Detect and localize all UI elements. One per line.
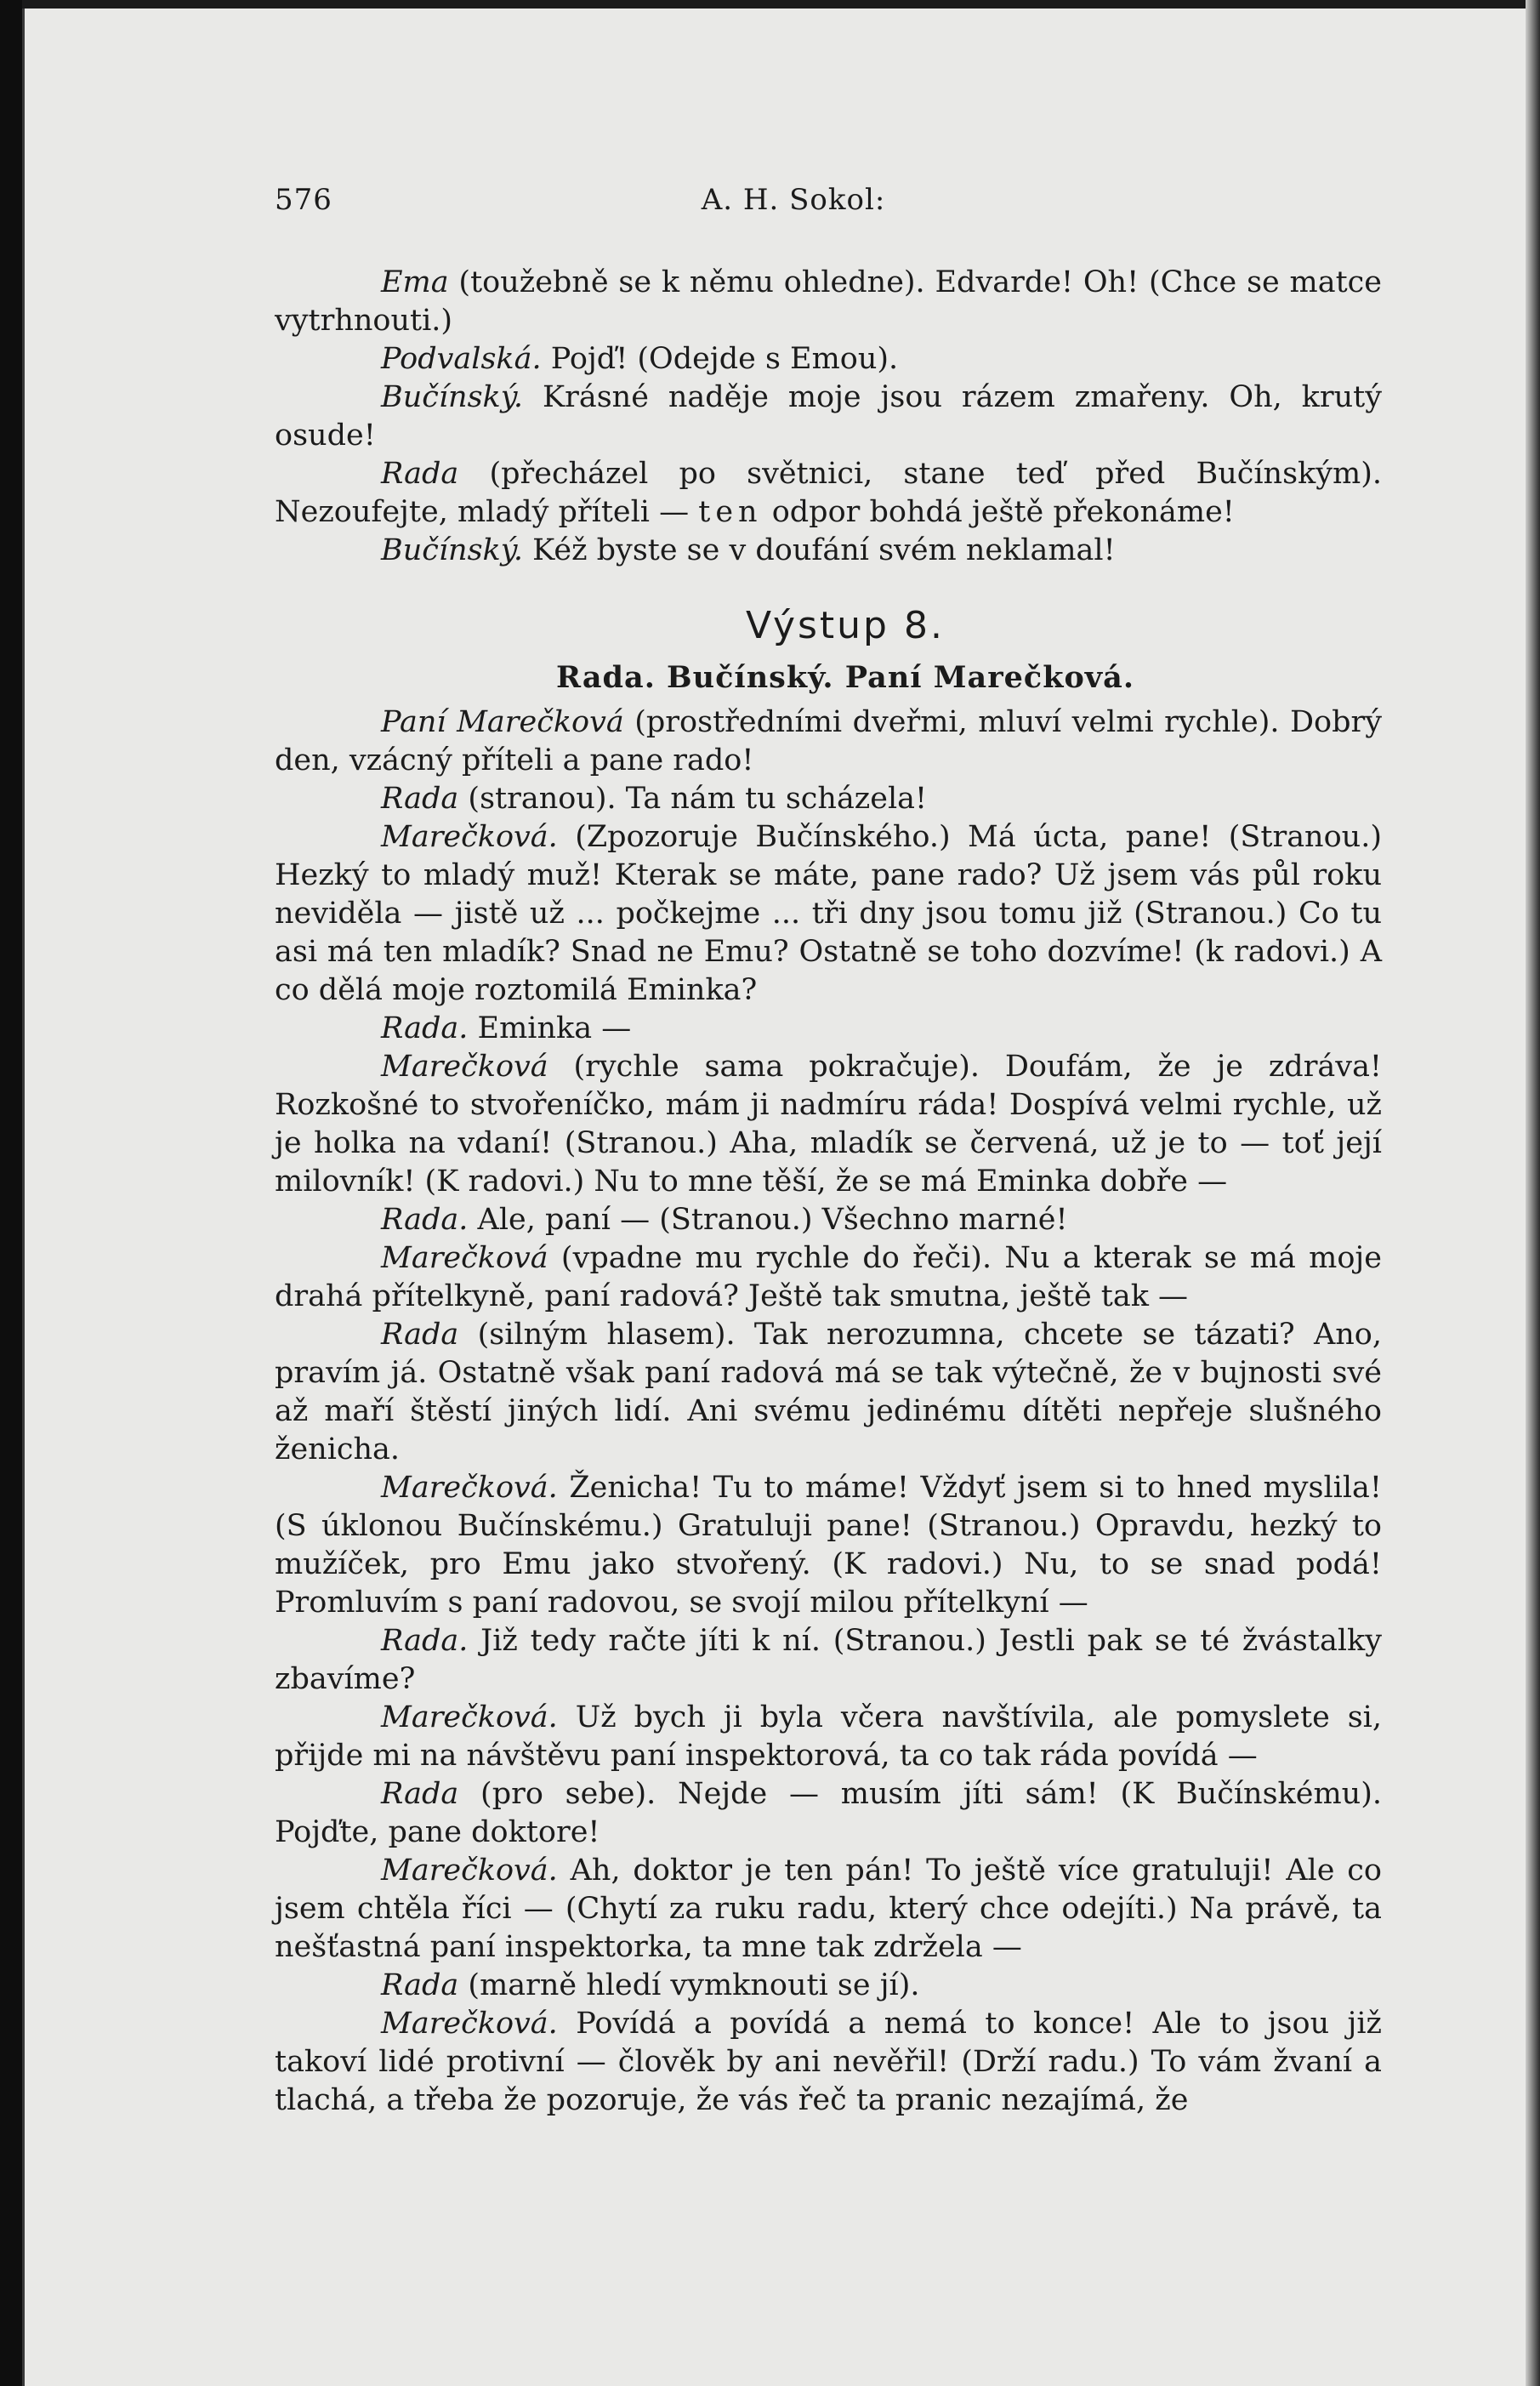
speaker-name: Rada <box>381 1318 459 1352</box>
dialogue-line <box>275 1469 1382 1622</box>
dialogue-line <box>275 1967 1382 2005</box>
speaker-name: Rada <box>381 1777 459 1811</box>
dialogue-line <box>275 532 1382 570</box>
dialogue-line <box>275 379 1382 455</box>
line-text: (pro sebe). Nejde — musím jíti sám! (K Bučínskému). Pojďte, pane doktore! <box>275 1777 1382 1849</box>
line-text: Ah, doktor je ten pán! To ještě více gratuluji! Ale co jsem chtěla říci — (Chytí za ruku radu, který chce odejíti.) Na právě, ta nešťastná paní inspektorka, ta mne tak zdržela — <box>275 1854 1382 1964</box>
line-text: (silným hlasem). Tak nerozumna, chcete se tázati? Ano, pravím já. Ostatně však paní radová má se tak výtečně, že v bujnosti své až maří štěstí jiných lidí. Ani svému jedinému dítěti nepřeje slušného ženicha. <box>275 1318 1382 1466</box>
dialogue-line <box>275 1201 1382 1239</box>
line-text: (vpadne mu rychle do řeči). Nu a kterak se má moje drahá přítelkyně, paní radová? Ještě tak smutna, ještě tak — <box>275 1241 1382 1313</box>
speaker-name: Paní Marečková <box>381 705 624 739</box>
speaker-name: Marečková <box>381 1241 548 1275</box>
speaker-name: Rada <box>381 782 459 816</box>
running-head: A. H. Sokol: <box>701 183 886 217</box>
speaker-name: Marečková. <box>381 2007 558 2041</box>
speaker-name: Marečková. <box>381 1471 558 1505</box>
speaker-name: Podvalská. <box>381 342 542 376</box>
line-text: (Zpozoruje Bučínského.) Má úcta, pane! (Stranou.) Hezký to mladý muž! Kterak se máte, pane rado? Už jsem vás půl roku neviděla — jistě už ... počkejme ... tři dny jsou tomu již (Stranou.) Co tu asi má ten mladík? Snad ne Emu? Ostatně se toho dozvíme! (k radovi.) A co dělá moje roztomilá Eminka? <box>275 820 1382 1007</box>
dialogue-line <box>275 1010 1382 1048</box>
line-text: (marně hledí vymknouti se jí). <box>458 1968 920 2002</box>
speaker-name: Ema <box>381 265 449 299</box>
line-text: Už bych ji byla včera navštívila, ale pomyslete si, přijde mi na návštěvu paní inspektorová, ta co tak ráda povídá — <box>275 1700 1382 1773</box>
line-text: Ženicha! Tu to máme! Vždyť jsem si to hned myslila! (S úklonou Bučínskému.) Gratuluji pane! (Stranou.) Opravdu, hezký to mužíček, pro Emu jako stvořený. (K radovi.) Nu, to se snad podá! Promluvím s paní radovou, se svojí milou přítelkyní — <box>275 1471 1382 1620</box>
line-text: (přecházel po světnici, stane teď před Bučínským). Nezoufejte, mladý příteli — <box>275 457 1382 529</box>
dialogue-line <box>275 703 1382 780</box>
dialogue-line <box>275 1048 1382 1201</box>
emphasized-word: ten <box>698 495 763 529</box>
text-block <box>275 264 1382 2120</box>
dialogue-line <box>275 1622 1382 1699</box>
line-text: (rychle sama pokračuje). Doufám, že je zdráva! Rozkošné to stvořeníčko, mám ji nadmíru ráda! Dospívá velmi rychle, už je holka na vdaní! (Stranou.) Aha, mladík se červená, už je to — toť její milovník! (K radovi.) Nu to mne těší, že se má Eminka dobře — <box>275 1050 1382 1199</box>
line-text: Kéž byste se v doufání svém neklamal! <box>523 533 1116 567</box>
book-page <box>22 9 1528 2386</box>
speaker-name: Rada. <box>381 1203 469 1237</box>
line-text: Již tedy račte jíti k ní. (Stranou.) Jestli pak se té žvástalky zbavíme? <box>275 1624 1382 1696</box>
line-text: Ale, paní — (Stranou.) Všechno marné! <box>468 1203 1068 1237</box>
dialogue-line <box>275 1316 1382 1469</box>
speaker-name: Marečková. <box>381 820 558 854</box>
dialogue-line <box>275 1775 1382 1852</box>
speaker-name: Rada <box>381 1968 459 2002</box>
dialogue-line <box>275 780 1382 818</box>
line-text: Eminka — <box>468 1011 632 1045</box>
line-text: Povídá a povídá a nemá to konce! Ale to jsou již takoví lidé protivní — člověk by ani nevěřil! (Drží radu.) To vám žvaní a tlachá, a třeba že pozoruje, že vás řeč ta pranic nezajímá, že <box>275 2007 1382 2117</box>
line-text: odpor bohdá ještě překonáme! <box>762 495 1235 529</box>
dialogue-line <box>275 1699 1382 1775</box>
line-text: Pojď! (Odejde s Emou). <box>541 342 899 376</box>
line-text: Krásné naděje moje jsou rázem zmařeny. Oh, krutý osude! <box>275 380 1382 453</box>
dialogue-line <box>275 340 1382 379</box>
speaker-name: Rada. <box>381 1011 469 1045</box>
page-header <box>25 183 1528 225</box>
speaker-name: Marečková. <box>381 1854 558 1888</box>
speaker-name: Marečková. <box>381 1700 558 1734</box>
line-text: (stranou). Ta nám tu scházela! <box>458 782 928 816</box>
dialogue-line <box>275 455 1382 532</box>
speaker-name: Bučínský. <box>381 380 524 414</box>
speaker-name: Bučínský. <box>381 533 524 567</box>
page-number: 576 <box>275 183 332 217</box>
speaker-name: Marečková <box>381 1050 548 1084</box>
dialogue-line <box>275 264 1382 340</box>
scene-cast: Rada. Bučínský. Paní Marečková. <box>555 660 1135 695</box>
dialogue-line <box>275 1239 1382 1316</box>
scan-left-edge <box>0 0 22 2386</box>
dialogue-line <box>275 1852 1382 1967</box>
dialogue-line <box>275 818 1382 1010</box>
speaker-name: Rada <box>381 457 459 491</box>
scan-right-edge <box>1526 0 1540 2386</box>
speaker-name: Rada. <box>381 1624 469 1658</box>
line-text: (toužebně se k němu ohledne). Edvarde! Oh! (Chce se matce vytrhnouti.) <box>275 265 1382 338</box>
line-text: (prostředními dveřmi, mluví velmi rychle). Dobrý den, vzácný příteli a pane rado! <box>275 705 1382 777</box>
scene-title: Výstup 8. <box>746 604 945 647</box>
dialogue-line <box>275 2005 1382 2120</box>
